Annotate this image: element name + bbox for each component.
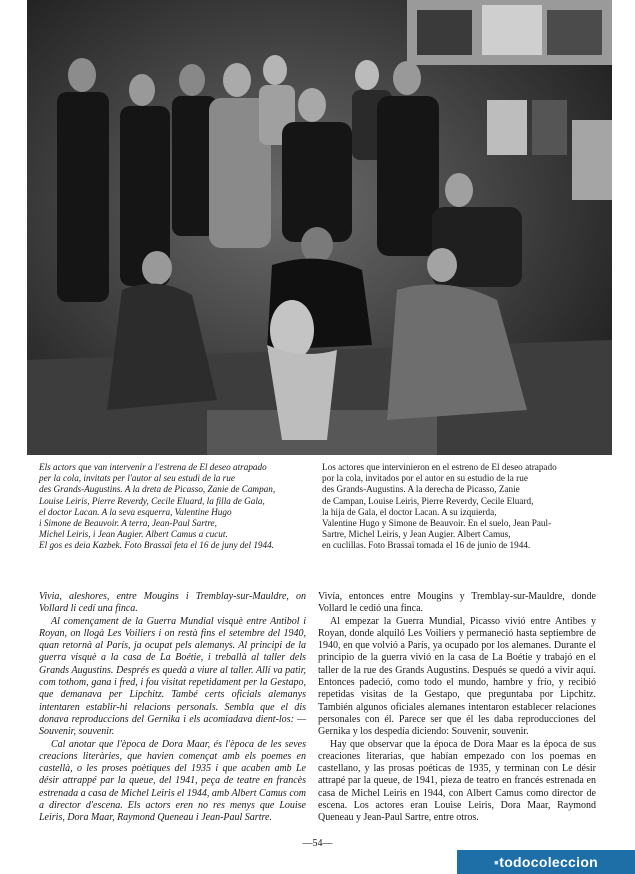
caption-catalan xyxy=(39,462,311,552)
paragraph: Hay que observar que la época de Dora Maar es la época de sus creaciones literarias, que habían empezado con los poemas en castellano, y las prosas poéticas de 1935, y terminan con Le désir attrapé par la queue, de 1941, pieza de teatro en francés estrenada en casa de Michel Leiris en 1944, con Albert Camus como director de escena. Los actores eran Louise Leiris, Dora Maar, Raymond Queneau y Jean-Paul Sartre, entre otros. xyxy=(318,738,596,824)
paragraph: Vivia, aleshores, entre Mougins i Tremblay-sur-Mauldre, on Vollard li cedí una finca. xyxy=(39,591,306,615)
paragraph: Cal anotar que l'època de Dora Maar, és l'època de les seves creacions literàries, que havien començat amb els poemes en castellà, o les proses poètiques del 1935 i que acaben amb Le désir attrappé par la queue, del 1941, peça de teatre en francès estrenada a casa de Michel Leiris el 1944, amb Albert Camus com a director d'escena. Els actors eren no res menys que Louise Leiris, Dora Maar, Raymond Queneau i Jean-Paul Sartre. xyxy=(39,738,306,824)
caption-line: Valentine Hugo y Simone de Beauvoir. En el suelo, Jean Paul- xyxy=(322,518,552,529)
paragraph: Vivía, entonces entre Mougins y Tremblay-sur-Mauldre, donde Vollard le cedió una finca. xyxy=(318,591,596,615)
article-column-spanish xyxy=(318,591,596,825)
caption-line: Els actors que van intervenir a l'estrena de El deseo atrapado xyxy=(39,462,267,472)
caption-line: por la cola, invitados por el autor en su estudio de la rue xyxy=(322,473,528,484)
caption-line: des Grands-Augustins. A la dreta de Picasso, Zanie de Campan, xyxy=(39,484,276,495)
photo-illustration xyxy=(27,0,612,455)
watermark-brand: todocoleccion xyxy=(499,854,599,870)
caption-line: Louise Leiris, Pierre Reverdy, Cecile Eluard, la filla de Gala, xyxy=(39,495,265,506)
caption-line: la hija de Gala, el doctor Lacan. A su izquierda, xyxy=(322,506,497,517)
caption-line: Michel Leiris, i Jean Augier. Albert Camus a cucut. xyxy=(39,529,228,540)
paragraph: Al començament de la Guerra Mundial visquè entre Antibol i Royan, on llogà Les Voiliers i on restà fins el setembre del 1940, quan retornà al París, ja ocupat pels alemanys. Al principi de la guerra visquè a la casa de La Boétie, i treballà al taller dels Grands Augustins. Després es quedà a viure al taller. Allí va patir, com tothom, gana i fred, i fou visitat repetidament per la Gestapo, que demanava per Lipchitz. També certs oficials alemanys intentaren establir-hi relacions personals. Sembla que el dis donava reproduccions del Gernika i els acomiadava dient-los: —Souvenir, souvenir. xyxy=(39,615,306,738)
caption-line: Sartre, Michel Leiris, y Jean Augier. Albert Camus, xyxy=(322,529,511,540)
caption-line: en cuclillas. Foto Brassaï tomada el 16 de junio de 1944. xyxy=(322,540,531,551)
paragraph: Al empezar la Guerra Mundial, Picasso vivió entre Antibes y Royan, donde alquiló Les Voiliers y permaneció hasta septiembre de 1940, en que volvió a París, ya ocupado por los alemanes. Durante el principio de la guerra vivió en la casa de La Boétie y trabajó en el taller de la rue des Grands Augustins. Después se quedó a vivir aquí. Entonces padeció, como todo el mundo, hambre y frío, y recibió repetidas visitas de la Gestapo, que preguntaba por Lipchitz. También algunos oficiales alemanes intentaron establecer relaciones personales con él. Parece ser que él les daba reproducciones del Gernika y los despedía diciendo: Souvenir, souvenir. xyxy=(318,615,596,738)
caption-line: per la cola, invitats per l'autor al seu estudi de la rue xyxy=(39,473,235,484)
caption-line: el doctor Lacan. A la seva esquerra, Valentine Hugo xyxy=(39,506,232,517)
caption-line: El gos es deia Kazbek. Foto Brassaï feta el 16 de juny del 1944. xyxy=(39,540,275,551)
group-photograph xyxy=(27,0,612,455)
page-number: —54— xyxy=(302,838,333,849)
caption-spanish xyxy=(322,462,594,552)
caption-line: i Simone de Beauvoir. A terra, Jean-Paul Sartre, xyxy=(39,518,217,529)
watermark-todocoleccion xyxy=(457,850,635,874)
article-column-catalan xyxy=(39,591,306,825)
caption-line: Los actores que intervinieron en el estreno de El deseo atrapado xyxy=(322,462,557,472)
caption-line: des Grands-Augustins. A la derecha de Picasso, Zanie xyxy=(322,484,520,495)
watermark-mark-icon: ▪ xyxy=(493,854,500,870)
caption-line: de Campan, Louise Leiris, Pierre Reverdy, Cecile Eluard, xyxy=(322,495,534,506)
